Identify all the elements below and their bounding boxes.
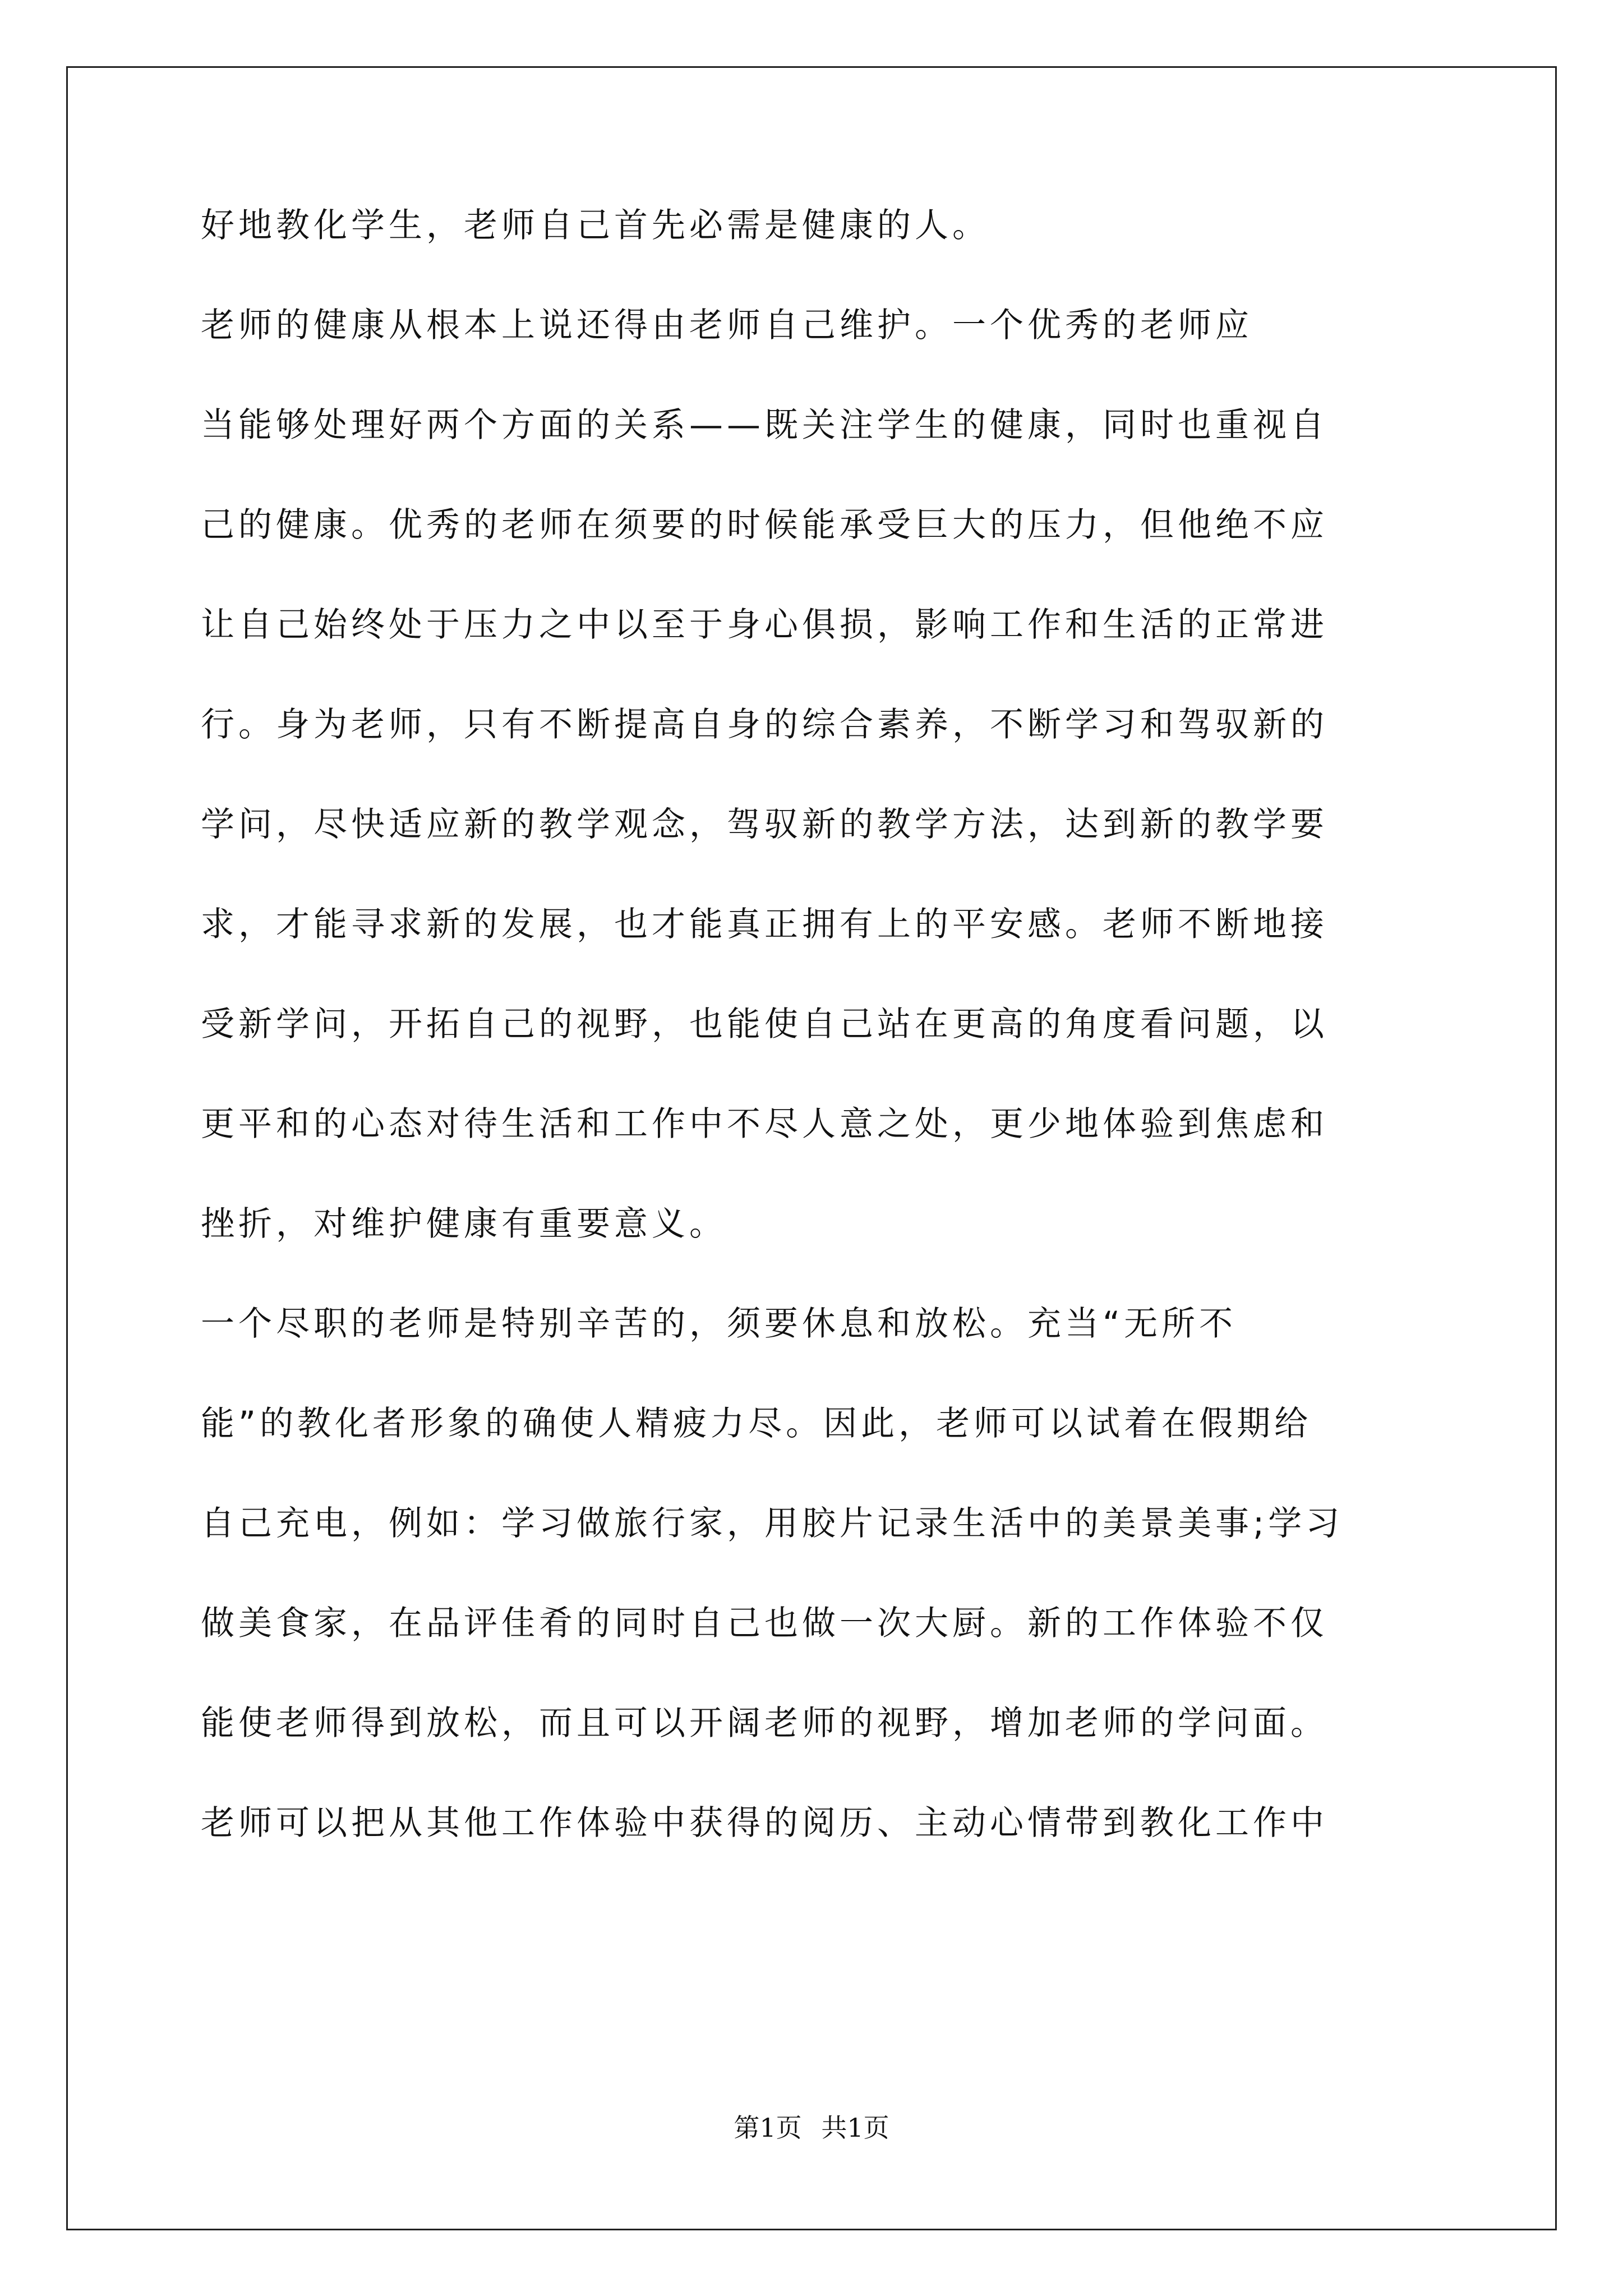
text-line: 当能够处理好两个方面的关系——既关注学生的健康，同时也重视自	[201, 406, 1328, 445]
text-line: 自己充电，例如：学习做旅行家，用胶片记录生活中的美景美事;学习	[201, 1504, 1344, 1543]
page-footer	[0, 2115, 1623, 2141]
text-line: 做美食家，在品评佳肴的同时自己也做一次大厨。新的工作体验不仅	[201, 1604, 1328, 1643]
text-line: 己的健康。优秀的老师在须要的时候能承受巨大的压力，但他绝不应	[201, 505, 1328, 545]
page-total: 共1页	[821, 2113, 889, 2143]
text-line: 老师可以把从其他工作体验中获得的阅历、主动心情带到教化工作中	[201, 1803, 1328, 1843]
text-line: 让自己始终处于压力之中以至于身心俱损，影响工作和生活的正常进	[201, 605, 1328, 645]
text-line: 学问，尽快适应新的教学观念，驾驭新的教学方法，达到新的教学要	[201, 805, 1328, 844]
text-line: 能”的教化者形象的确使人精疲力尽。因此，老师可以试着在假期给	[201, 1404, 1312, 1443]
text-line: 好地教化学生，老师自己首先必需是健康的人。	[201, 206, 990, 245]
page-number: 第1页	[734, 2113, 802, 2143]
page-border	[66, 66, 1557, 2230]
text-line: 受新学问，开拓自己的视野，也能使自己站在更高的角度看问题，以	[201, 1005, 1328, 1044]
text-line: 更平和的心态对待生活和工作中不尽人意之处，更少地体验到焦虑和	[201, 1105, 1328, 1144]
text-line: 一个尽职的老师是特别辛苦的，须要休息和放松。充当“无所不	[201, 1304, 1237, 1343]
text-line: 求，才能寻求新的发展，也才能真正拥有上的平安感。老师不断地接	[201, 905, 1328, 944]
text-line: 能使老师得到放松，而且可以开阔老师的视野，增加老师的学问面。	[201, 1704, 1328, 1743]
text-line: 行。身为老师，只有不断提高自身的综合素养，不断学习和驾驭新的	[201, 705, 1328, 744]
text-line: 老师的健康从根本上说还得由老师自己维护。一个优秀的老师应	[201, 306, 1253, 345]
text-line: 挫折，对维护健康有重要意义。	[201, 1204, 727, 1244]
